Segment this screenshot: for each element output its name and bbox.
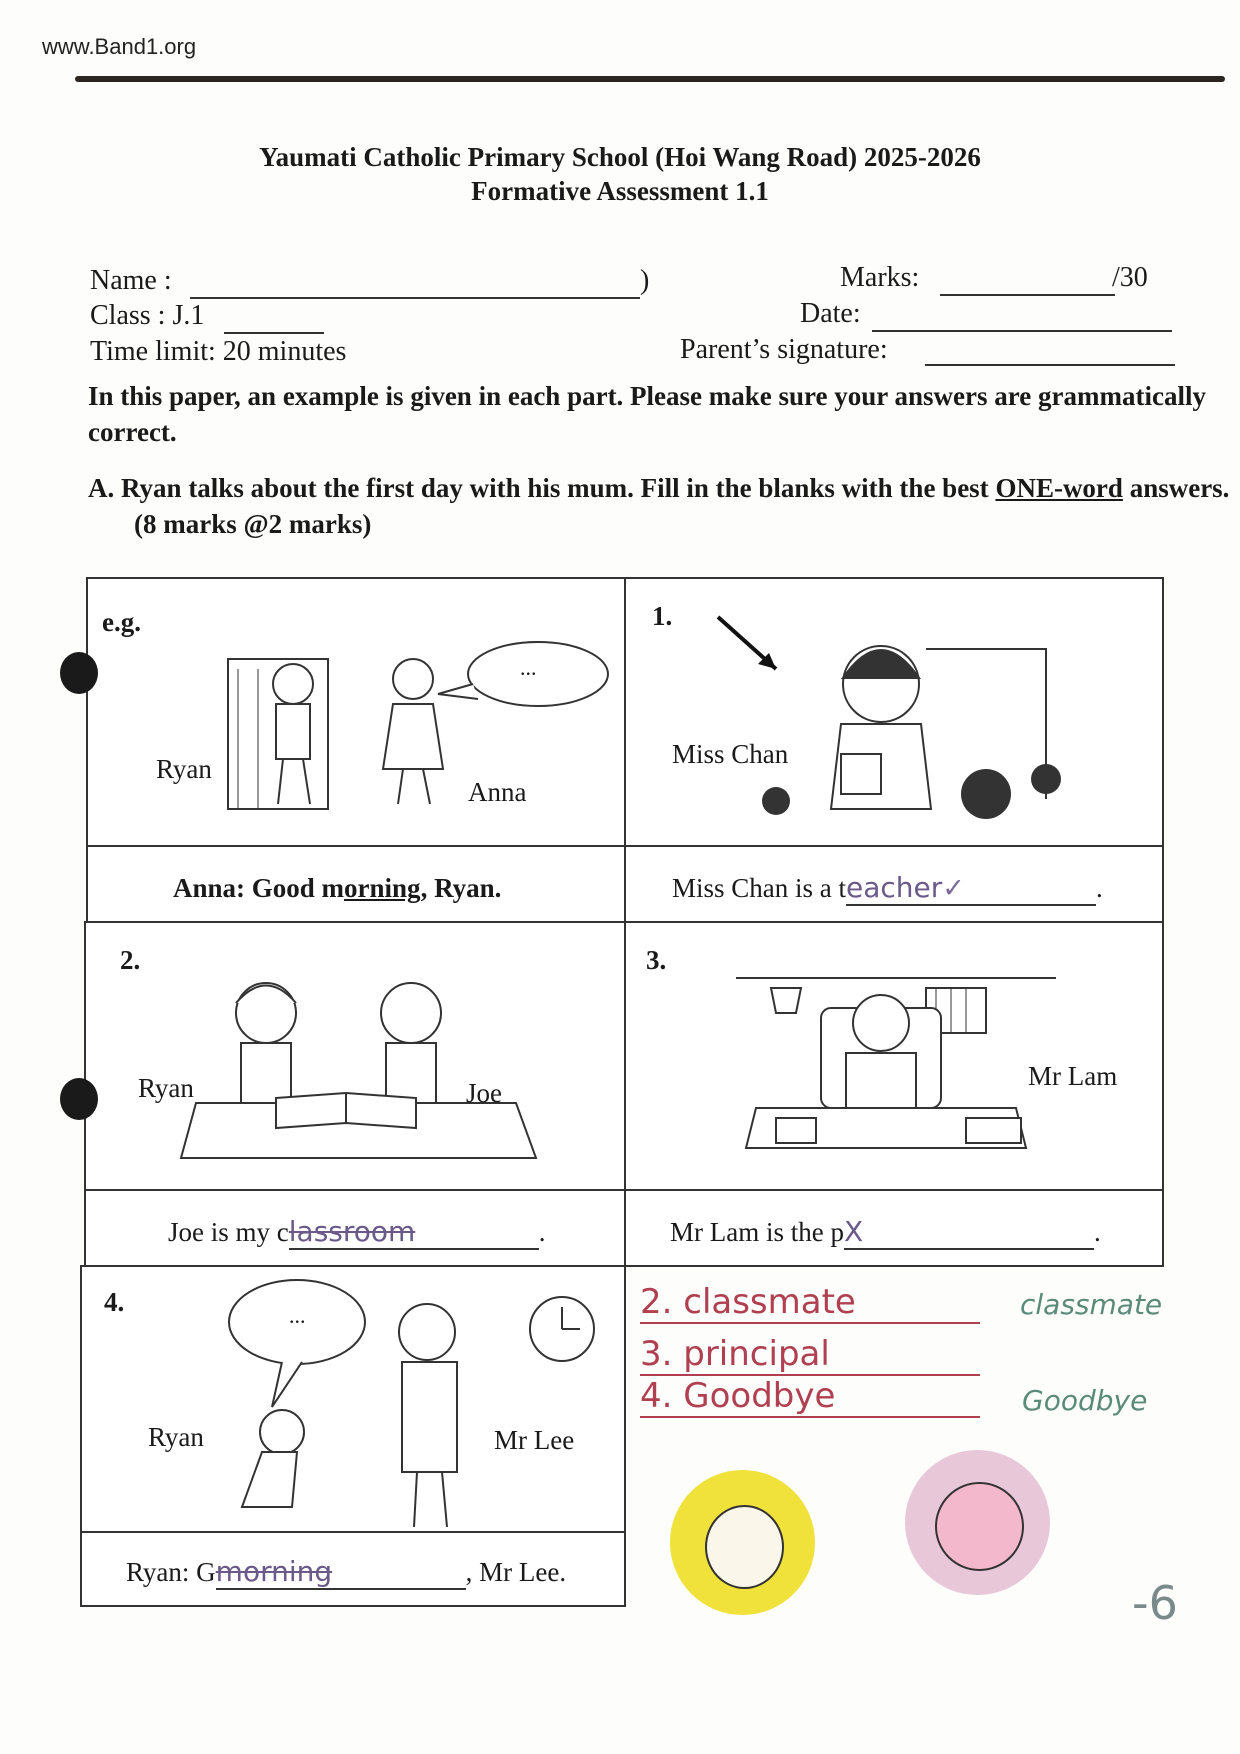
q2-answer-blank[interactable] [289, 1215, 539, 1250]
parent-signature-label: Parent’s signature: [680, 334, 888, 365]
q3-number: 3. [646, 945, 667, 975]
eg-name-anna: Anna [468, 777, 527, 807]
q2-caption-post: . [538, 1217, 546, 1247]
q1-caption-cell [624, 845, 1164, 923]
eg-caption-answer: orning [344, 873, 421, 903]
partA-emphasis: ONE-word [995, 473, 1123, 503]
q2-number: 2. [120, 945, 141, 975]
partA-prefix: A. Ryan talks about the first day with his mum. Fill in the blanks with the best [88, 473, 989, 503]
togepi-sticker [670, 1470, 815, 1615]
q3-caption [670, 1215, 1101, 1250]
jigglypuff-sticker [905, 1450, 1050, 1595]
q1-handwritten-answer: eacher [846, 871, 943, 904]
q1-illustration [626, 579, 1166, 849]
q4-illustration [82, 1267, 628, 1535]
correction-line-3: 3. principal [640, 1334, 980, 1376]
q2-caption-cell [84, 1189, 626, 1267]
score-mark: -6 [1132, 1576, 1178, 1630]
name-label: Name : [90, 265, 172, 296]
marks-line [940, 294, 1115, 296]
eg-illustration [88, 579, 628, 849]
general-instruction: In this paper, an example is given in each part. Please make sure your answers are grammatically correct. [88, 381, 1206, 447]
q1-caption [672, 871, 1103, 906]
q4-speech-bubble-text: ... [289, 1303, 306, 1328]
q2-caption-pre: Joe is my c [168, 1217, 289, 1247]
q3-caption-post: . [1093, 1217, 1101, 1247]
q2-handwritten-answer: lassroom [288, 1215, 416, 1248]
q2-name-ryan: Ryan [138, 1073, 194, 1103]
marks-total: /30 [1112, 262, 1148, 293]
q3-caption-pre: Mr Lam is the p [670, 1217, 844, 1247]
q4-picture-cell [80, 1265, 626, 1533]
partA-instruction [88, 470, 1240, 542]
togepi-body [705, 1505, 784, 1589]
q4-caption-pre: Ryan: G [126, 1557, 216, 1587]
marks-label: Marks: [840, 262, 920, 293]
q1-caption-pre: Miss Chan is a t [672, 873, 847, 903]
punch-hole-bottom [60, 1078, 98, 1120]
q4-handwritten-answer: morning [215, 1555, 333, 1588]
name-line [190, 297, 640, 299]
q3-answer-blank[interactable] [844, 1215, 1094, 1250]
q1-name-miss-chan: Miss Chan [672, 739, 789, 769]
eg-number: e.g. [102, 607, 141, 637]
q4-name-ryan: Ryan [148, 1422, 204, 1452]
q3-caption-cell [624, 1189, 1164, 1267]
eg-caption-post: , Ryan. [420, 873, 502, 903]
eg-speech-bubble-text: ... [520, 655, 537, 680]
watermark: www.Band1.org [42, 34, 197, 59]
eg-name-ryan: Ryan [156, 754, 212, 784]
eg-caption [173, 873, 501, 904]
q4-number: 4. [104, 1287, 125, 1317]
q1-picture-cell [624, 577, 1164, 847]
q1-caption-post: . [1096, 873, 1103, 903]
q2-name-joe: Joe [466, 1078, 502, 1108]
class-label: Class : J.1 [90, 300, 205, 331]
parent-signature-line [925, 364, 1175, 366]
teacher-note-goodbye: Goodbye [1022, 1384, 1148, 1417]
date-line [872, 330, 1172, 332]
name-close-paren: ) [640, 265, 650, 296]
eg-picture-cell [86, 577, 626, 847]
correction-line-2: 2. classmate [640, 1282, 980, 1324]
teacher-note-classmate: classmate [1020, 1288, 1163, 1321]
q1-answer-blank[interactable] [846, 871, 1096, 906]
q3-name-mr-lam: Mr Lam [1028, 1061, 1118, 1091]
top-torn-edge [75, 76, 1225, 82]
eg-caption-pre: Anna: Good m [173, 873, 345, 903]
q4-name-mr-lee: Mr Lee [494, 1425, 575, 1455]
q4-answer-blank[interactable] [216, 1555, 466, 1590]
jigglypuff-body [935, 1482, 1024, 1571]
q1-tick-mark: ✓ [942, 873, 965, 903]
q2-caption [168, 1215, 546, 1250]
school-title: Yaumati Catholic Primary School (Hoi Wang Road) 2025-2026 [259, 142, 981, 172]
assessment-title: Formative Assessment 1.1 [471, 176, 769, 206]
q1-number: 1. [652, 601, 673, 631]
q2-illustration [86, 923, 626, 1193]
q2-picture-cell [84, 921, 626, 1191]
q4-caption-post: , Mr Lee. [465, 1557, 567, 1587]
q3-picture-cell [624, 921, 1164, 1191]
q4-caption [126, 1555, 566, 1590]
q3-illustration [626, 923, 1166, 1193]
q3-handwritten-answer: X [843, 1215, 864, 1248]
punch-hole-top [60, 652, 98, 694]
eg-caption-cell [86, 845, 626, 923]
correction-line-4: 4. Goodbye [640, 1376, 980, 1418]
time-limit: Time limit: 20 minutes [90, 336, 347, 367]
date-label: Date: [800, 298, 861, 329]
partA-suffix: answers. (8 marks @2 marks) [134, 473, 1230, 539]
q4-caption-cell [80, 1531, 626, 1607]
class-line [224, 332, 324, 334]
